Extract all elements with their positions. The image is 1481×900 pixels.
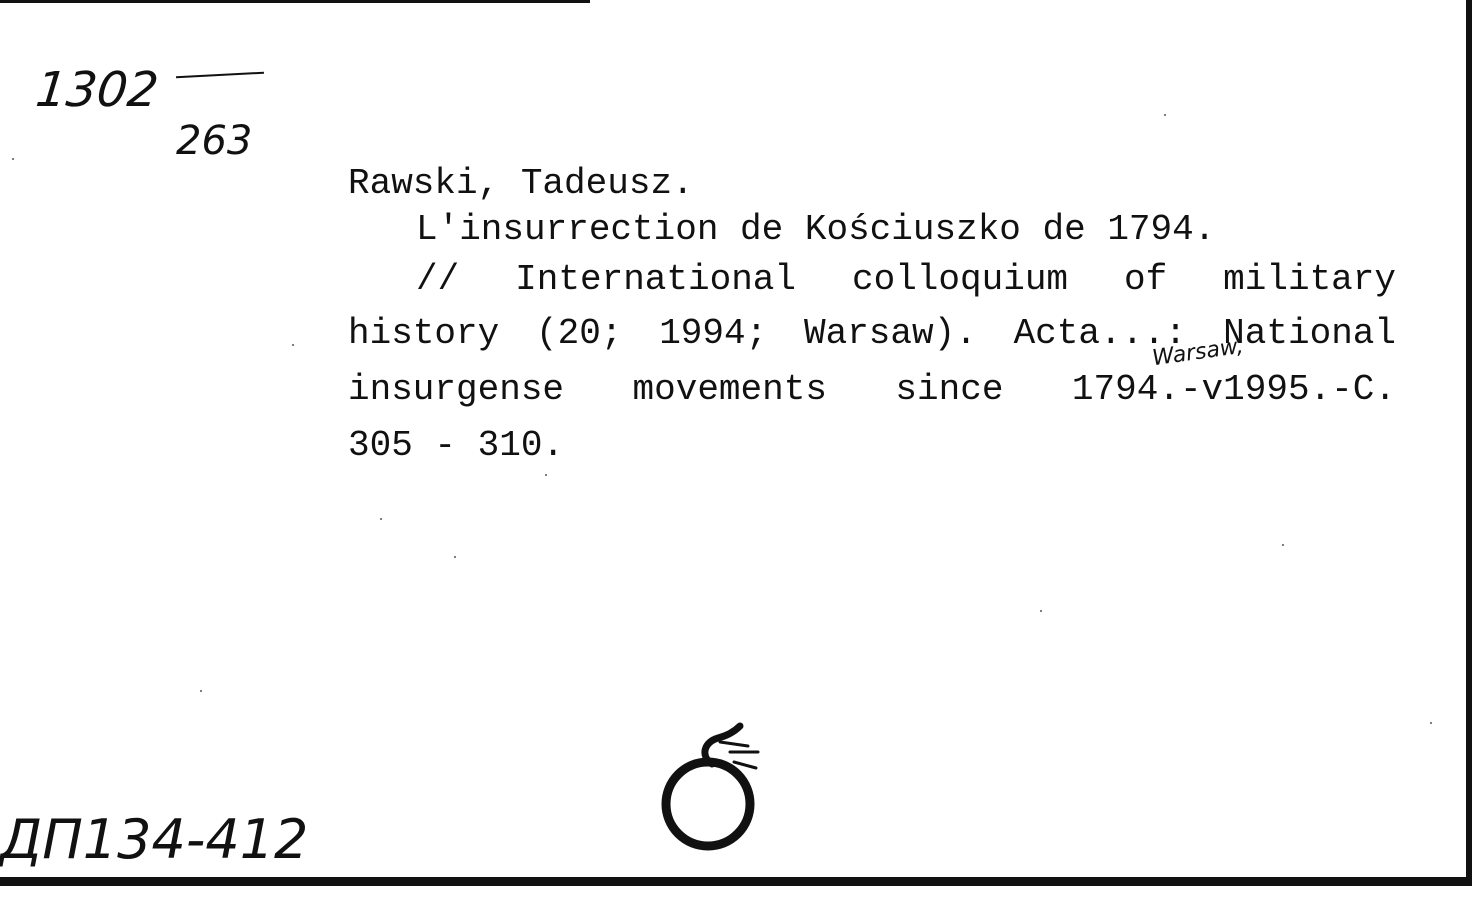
source-word: history [348,313,500,354]
source-line-1 [416,259,1396,300]
source-word: colloquium [851,259,1069,300]
pages-line: 305 - 310. [348,425,565,466]
speckle-dot [292,344,294,346]
source-word: Warsaw). [803,313,977,354]
source-word: (20; [536,313,623,354]
card-border-bottom [0,877,1472,886]
handwritten-note: Warsaw, [1150,333,1245,372]
source-word: International [515,259,797,300]
source-line-3 [348,369,1396,410]
shelfmark-sub: 263 [176,118,253,164]
speckle-dot [454,556,456,558]
source-word: // [416,259,460,300]
source-word: insurgense [348,369,565,410]
speckle-dot [1282,544,1284,546]
card-border-right [1466,0,1472,886]
source-word: National [1223,313,1396,354]
speckle-dot [12,158,14,160]
shelfmark-main: 1302 [33,62,162,118]
author-line: Rawski, Tadeusz. [348,163,694,204]
shelfmark-fraction-line [176,72,264,79]
speckle-dot [200,690,202,692]
card-border-top [0,0,590,3]
source-word: movements [632,369,827,410]
speckle-dot [1040,610,1042,612]
source-word: Acta...: [1013,313,1187,354]
speckle-dot [545,474,547,476]
inventory-code: ДП134-412 [0,808,309,871]
source-word: military [1223,259,1396,300]
source-word: since [895,369,1004,410]
source-word: of [1123,259,1168,300]
source-word: 1994; [659,313,768,354]
speckle-dot [1164,114,1166,116]
speckle-dot [380,518,382,520]
speckle-dot [1430,722,1432,724]
title-line: L'insurrection de Kościuszko de 1794. [416,209,1216,250]
source-word: 1794.-v1995.-C. [1071,369,1396,410]
library-stamp-icon [660,712,770,852]
